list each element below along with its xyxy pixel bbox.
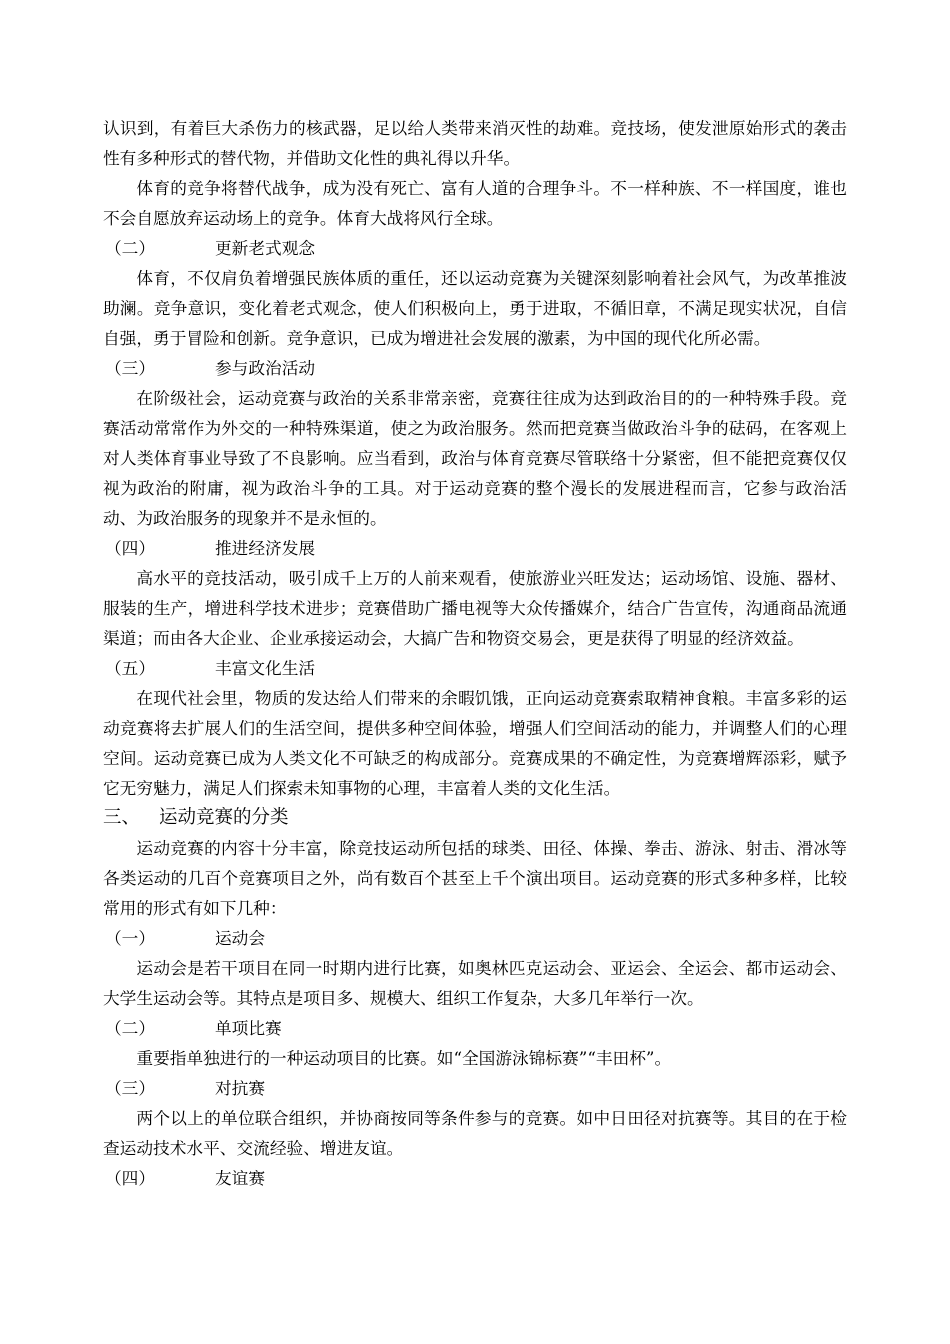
heading-number: （四）: [105, 538, 156, 558]
heading-title: 运动竞赛的分类: [159, 807, 289, 828]
heading-number: （五）: [105, 658, 156, 678]
heading-number: 三、: [103, 807, 141, 828]
paragraph: 运动会是若干项目在同一时期内进行比赛，如奥林匹克运动会、亚运会、全运会、都市运动会、大学生运动会等。其特点是项目多、规模大、组织工作复杂，大多几年举行一次。: [103, 958, 847, 1008]
heading-number: （二）: [105, 238, 156, 258]
heading-title: 对抗赛: [215, 1078, 266, 1098]
subsection-heading: [103, 653, 847, 683]
section-heading: [103, 803, 847, 833]
heading-number: （二）: [105, 1018, 156, 1038]
subsection-heading: [103, 533, 847, 563]
subsection-heading: [103, 233, 847, 263]
paragraph: 体育的竞争将替代战争，成为没有死亡、富有人道的合理争斗。不一样种族、不一样国度，谁也不会自愿放弃运动场上的竞争。体育大战将风行全球。: [103, 178, 847, 228]
heading-title: 单项比赛: [215, 1018, 282, 1038]
heading-title: 运动会: [215, 928, 266, 948]
subsection-heading: [103, 1013, 847, 1043]
subsection-heading: [103, 1163, 847, 1193]
heading-title: 参与政治活动: [215, 358, 316, 378]
paragraph: 认识到，有着巨大杀伤力的核武器，足以给人类带来消灭性的劫难。竞技场，使发泄原始形式的袭击性有多种形式的替代物，并借助文化性的典礼得以升华。: [103, 118, 847, 168]
paragraph: 体育，不仅肩负着增强民族体质的重任，还以运动竞赛为关键深刻影响着社会风气，为改革推波助澜。竞争意识，变化着老式观念，使人们积极向上，勇于进取，不循旧章，不满足现实状况，自信自强，勇于冒险和创新。竞争意识，已成为增进社会发展的激素，为中国的现代化所必需。: [103, 268, 847, 348]
heading-title: 更新老式观念: [215, 238, 316, 258]
paragraph: 两个以上的单位联合组织，并协商按同等条件参与的竞赛。如中日田径对抗赛等。其目的在于检查运动技术水平、交流经验、增进友谊。: [103, 1108, 847, 1158]
heading-number: （三）: [105, 1078, 156, 1098]
heading-number: （三）: [105, 358, 156, 378]
heading-title: 推进经济发展: [215, 538, 316, 558]
paragraph: 运动竞赛的内容十分丰富，除竞技运动所包括的球类、田径、体操、拳击、游泳、射击、滑冰等各类运动的几百个竞赛项目之外，尚有数百个甚至上千个演出项目。运动竞赛的形式多种多样，比较常用的形式有如下几种：: [103, 838, 847, 918]
paragraph: 重要指单独进行的一种运动项目的比赛。如“全国游泳锦标赛”“丰田杯”。: [136, 1048, 672, 1068]
heading-title: 丰富文化生活: [215, 658, 316, 678]
subsection-heading: [103, 923, 847, 953]
paragraph: 在现代社会里，物质的发达给人们带来的余暇饥饿，正向运动竞赛索取精神食粮。丰富多彩的运动竞赛将去扩展人们的生活空间，提供多种空间体验，增强人们空间活动的能力，并调整人们的心理空间。运动竞赛已成为人类文化不可缺乏的构成部分。竞赛成果的不确定性，为竞赛增辉添彩，赋予它无穷魅力，满足人们探索未知事物的心理，丰富着人类的文化生活。: [103, 688, 847, 798]
paragraph: 高水平的竞技活动，吸引成千上万的人前来观看，使旅游业兴旺发达；运动场馆、设施、器材、服装的生产，增进科学技术进步；竞赛借助广播电视等大众传播媒介，结合广告宣传，沟通商品流通渠道；而由各大企业、企业承接运动会，大搞广告和物资交易会，更是获得了明显的经济效益。: [103, 568, 847, 648]
heading-title: 友谊赛: [215, 1168, 266, 1188]
document-body: [103, 113, 847, 1193]
heading-number: （一）: [105, 928, 156, 948]
heading-number: （四）: [105, 1168, 156, 1188]
subsection-heading: [103, 1073, 847, 1103]
paragraph: 在阶级社会，运动竞赛与政治的关系非常亲密，竞赛往往成为达到政治目的的一种特殊手段。竞赛活动常常作为外交的一种特殊渠道，使之为政治服务。然而把竞赛当做政治斗争的砝码，在客观上对人类体育事业导致了不良影响。应当看到，政治与体育竞赛尽管联络十分紧密，但不能把竞赛仅仅视为政治的附庸，视为政治斗争的工具。对于运动竞赛的整个漫长的发展进程而言，它参与政治活动、为政治服务的现象并不是永恒的。: [103, 388, 847, 528]
subsection-heading: [103, 353, 847, 383]
